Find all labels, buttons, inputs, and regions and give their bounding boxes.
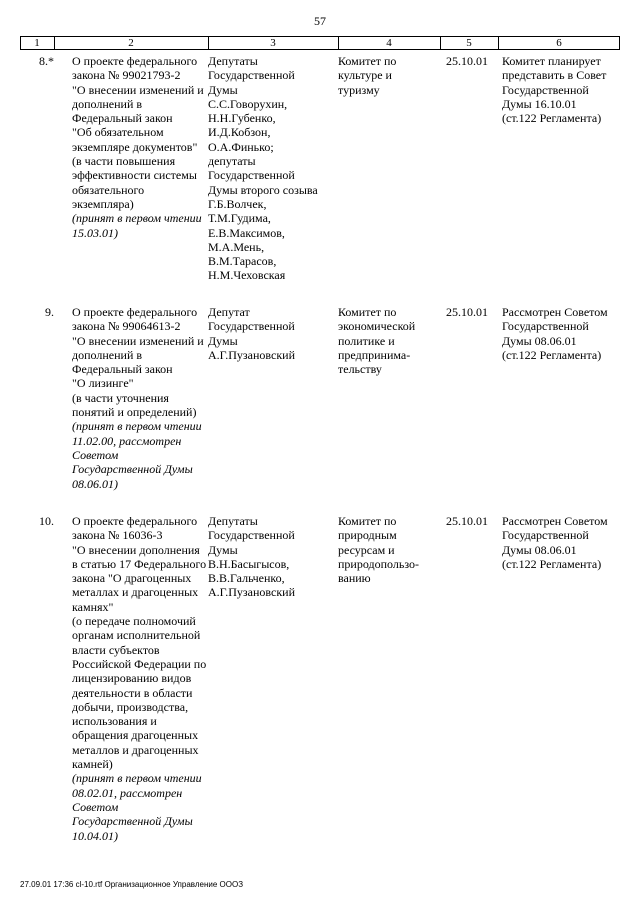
title-line: деятельности в области [72,685,193,700]
authors-line: В.М.Тарасов, [208,254,277,269]
title-line: камнях" [72,599,114,614]
status-line: представить в Совет [502,68,607,83]
committee-line: Комитет по [338,514,397,528]
title_italic-line: 11.02.00, рассмотрен [72,433,182,448]
committee-line: политике и [338,333,395,348]
authors-line: Государственной [208,319,295,334]
title_italic-line: (принят в первом чтении [72,419,202,434]
committee-line: природным [338,528,397,543]
header-col-5: 5 [466,37,472,49]
title-line: Российской Федерации по [72,656,207,671]
title-line: "О внесении изменений и [72,82,204,97]
bill-authors [208,54,338,283]
status-line: Думы 08.06.01 [502,333,577,348]
bill-title [54,305,222,491]
title-line: "О внесении дополнения [72,542,200,557]
title-line: Федеральный закон [72,111,173,126]
status-line: (ст.122 Регламента) [502,556,602,571]
title-line: камней) [72,757,113,772]
title-line: (в части уточнения [72,390,169,405]
committee-line: ванию [338,571,371,586]
title-line: закона № 16036-3 [72,528,163,543]
title-line: использования и [72,714,157,729]
responsible-committee [338,305,440,376]
consideration-date: 25.10.01 [446,54,488,68]
title-line: лицензированию видов [72,671,192,686]
title-line: металлах и драгоценных [72,585,199,600]
title_italic-line: Советом [72,447,119,462]
title-line: обязательного [72,182,145,197]
status-line: Рассмотрен Советом [502,305,608,319]
title-line: (о передаче полномочий [72,614,196,629]
authors-line: Г.Б.Волчек, [208,196,267,211]
title-line: "Об обязательном [72,125,164,140]
consideration-date: 25.10.01 [446,514,488,528]
bill-title [54,514,222,843]
authors-line: Е.В.Максимов, [208,225,285,240]
committee-line: культуре и [338,68,392,83]
status-line: Думы 16.10.01 [502,96,577,111]
authors-line: депутаты [208,154,256,169]
authors-line: О.А.Финько; [208,139,274,154]
bill-authors [208,514,338,600]
bill-status [502,305,622,362]
committee-line: Комитет по [338,305,397,319]
title-line: (в части повышения [72,154,176,169]
bill-title [54,54,222,240]
status-line: Государственной [502,319,589,334]
status-line: Рассмотрен Советом [502,514,608,528]
title_italic-line: Государственной Думы [72,462,193,477]
authors-line: Думы [208,333,238,348]
consideration-date: 25.10.01 [446,305,488,319]
authors-line: В.Н.Басыгысов, [208,556,290,571]
committee-line: Комитет по [338,54,397,68]
page-footer: 27.09.01 17:36 cl-10.rtf Организационное Управление ОООЗ [20,880,244,889]
title-line: закона № 99064613-2 [72,319,181,334]
title-line: эффективности системы [72,168,197,183]
responsible-committee [338,54,440,97]
title-line: О проекте федерального [72,54,198,68]
title-line: Федеральный закон [72,362,173,377]
committee-line: тельству [338,362,382,377]
title-line: власти субъектов [72,642,160,657]
title-line: понятий и определений) [72,405,197,420]
responsible-committee [338,514,440,585]
authors-line: Государственной [208,168,295,183]
header-col-6: 6 [556,37,562,49]
title-line: О проекте федерального [72,514,198,528]
committee-line: предпринима- [338,347,411,362]
title-line: закона № 99021793-2 [72,68,181,83]
authors-line: Т.М.Гудима, [208,211,271,226]
authors-line: И.Д.Кобзон, [208,125,271,140]
title_italic-line: 08.06.01) [72,476,118,491]
header-col-3: 3 [270,37,276,49]
committee-line: экономической [338,319,416,334]
title-line: О проекте федерального [72,305,198,319]
bill-authors [208,305,338,362]
authors-line: Н.Н.Губенко, [208,111,276,126]
title-line: экземпляра) [72,196,134,211]
authors-line: В.В.Гальченко, [208,571,285,586]
row-number: 8.* [39,54,54,68]
row-number: 9. [45,305,54,319]
title_italic-line: Советом [72,799,119,814]
authors-line: А.Г.Пузановский [208,585,295,600]
status-line: Думы 08.06.01 [502,542,577,557]
authors-line: Государственной [208,528,295,543]
authors-line: Н.М.Чеховская [208,268,286,283]
page-number: 57 [314,14,326,28]
title-line: органам исполнительной [72,628,201,643]
title_italic-line: 15.03.01) [72,225,118,240]
title-line: "О лизинге" [72,376,134,391]
bill-status [502,514,622,571]
title-line: экземпляре документов" [72,139,198,154]
title_italic-line: 10.04.01) [72,828,118,843]
bill-status [502,54,622,125]
authors-line: Думы второго созыва [208,182,318,197]
committee-line: туризму [338,82,380,97]
title-line: дополнений в [72,347,143,362]
status-line: (ст.122 Регламента) [502,347,602,362]
authors-line: Депутат [208,305,250,319]
title-line: металлов и драгоценных [72,742,199,757]
row-number: 10. [39,514,54,528]
header-col-4: 4 [386,37,392,49]
status-line: Комитет планирует [502,54,601,68]
title-line: дополнений в [72,96,143,111]
authors-line: С.С.Говорухин, [208,96,288,111]
status-line: (ст.122 Регламента) [502,111,602,126]
authors-line: Думы [208,542,238,557]
title_italic-line: (принят в первом чтении [72,771,202,786]
title-line: закона "О драгоценных [72,571,192,586]
title_italic-line: Государственной Думы [72,814,193,829]
authors-line: Государственной [208,68,295,83]
committee-line: ресурсам и [338,542,395,557]
title_italic-line: (принят в первом чтении [72,211,202,226]
authors-line: Думы [208,82,238,97]
status-line: Государственной [502,82,589,97]
header-col-1: 1 [34,37,40,49]
title-line: "О внесении изменений и [72,333,204,348]
authors-line: М.А.Мень, [208,239,265,254]
title-line: обращения драгоценных [72,728,199,743]
title-line: в статью 17 Федерального [72,556,207,571]
authors-line: Депутаты [208,54,258,68]
status-line: Государственной [502,528,589,543]
authors-line: А.Г.Пузановский [208,347,295,362]
title-line: добычи, производства, [72,699,189,714]
title_italic-line: 08.02.01, рассмотрен [72,785,183,800]
authors-line: Депутаты [208,514,258,528]
header-col-2: 2 [128,37,134,49]
committee-line: природопользо- [338,556,419,571]
table-header [20,36,620,50]
